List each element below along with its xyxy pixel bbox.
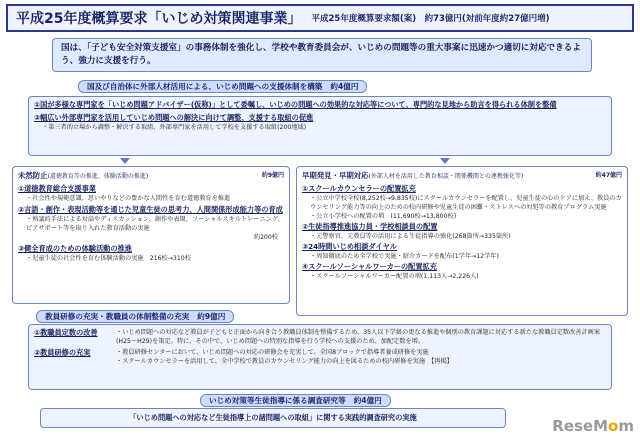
section-title-prevention xyxy=(18,170,284,181)
section-label-text: 教員研修の充実・教職員の体制整備の充実 xyxy=(45,312,190,321)
early-item-2: ②生徒指導推進協力員・学校相談員の配置 xyxy=(302,222,438,231)
early-item-4-detail: ・スクールソーシャルワーカー配置の増(1,113人→2,226人) xyxy=(310,273,479,280)
prevention-item-3-detail: ・児童生徒の社会性を育む体験活動の実施 216校→310校 xyxy=(26,255,191,262)
teacher-row-training xyxy=(34,348,606,366)
section-title-note: (外部人材を活用した教育相談・関係機関との連携強化等) xyxy=(368,173,524,180)
logo-accent: o xyxy=(608,417,619,435)
prevention-item-2-detail: ・熟議的手法による対話やディスカッション、創作や表現、ソーシャルスキルトレーニング、ピアサポート等を取り入れた教育活動の実施 xyxy=(26,216,284,232)
arrow-down-icon xyxy=(440,158,450,164)
research-text: 「いじめ問題への対応など生徒指導上の諸問題への取組」に関する実践的調査研究の実施 xyxy=(129,413,417,422)
early-item-1: ①スクールカウンセラーの配置拡充 xyxy=(302,184,416,193)
teacher-row-staffing xyxy=(34,328,606,346)
resemom-logo xyxy=(552,417,634,435)
section-box-teacher-training xyxy=(28,324,612,390)
teacher-row-text: ・スクールカウンセラーを活用して、全中学校で教員のカウンセリング能力の向上を図るための校内研修を実施 【再掲】 xyxy=(116,358,453,365)
section-box-prevention xyxy=(12,166,290,304)
section-box-research xyxy=(40,408,506,428)
section-title-early-response xyxy=(302,170,622,181)
prevention-item-2: ②言語・創作・表現活動等を通じた児童生徒の思考力、人間関係形成能力等の育成 xyxy=(18,205,283,214)
section-label-text: 国及び自治体に外部人材活用による、いじめ問題への支援体制を構築 xyxy=(87,82,323,91)
section-label-teacher-training xyxy=(36,310,234,323)
teacher-row-label: ②教員研修の充実 xyxy=(34,348,91,357)
early-item-1-detail-2: ・公立小学校への配置の増 (11,690校→13,800校) xyxy=(310,213,457,220)
header-banner xyxy=(6,4,634,32)
teacher-row-label: ①教職員定数の改善 xyxy=(34,328,98,337)
section-title-text: 未然防止 xyxy=(18,171,48,180)
teacher-row-text: ・いじめ問題への対応など教員が子どもと正面から向き合う教職員体制を整備するため、35人以下学級の更なる推進や個別の教育課題に対応する新たな教職員定数改善計画案(H25〜H29)を策定。特に、その中で、いじめ問題への特別な指導を行う学校への支援のため、加配定数を増。 xyxy=(116,329,601,345)
logo-text: ReseM xyxy=(552,417,609,435)
section-budget: 約4億円 xyxy=(330,82,359,91)
section-budget: 約47億円 xyxy=(595,172,622,179)
logo-text-tail: m xyxy=(618,417,634,435)
budget-amount: 平成25年度概算要求額(案) 約73億円(対前年度約27億円増) xyxy=(311,14,550,24)
support-item-2-detail: ・第三者的立場から調整・解決する取組、外部専門家を活用して学校を支援する取組(200地域) xyxy=(42,124,307,131)
early-item-3-detail: ・周知徹底のため全学校で実施・紹介カードを配布(1学年→12学年) xyxy=(310,253,499,260)
policy-statement: 国は、「子ども安全対策支援室」の事務体制を強化し、学校や教育委員会が、いじめの問題等の重大事案に迅速かつ適切に対応できるよう、強力に支援を行う。 xyxy=(52,38,592,72)
arrow-down-icon xyxy=(120,158,130,164)
early-item-4: ④スクールソーシャルワーカーの配置拡充 xyxy=(302,262,437,271)
prevention-item-1-detail: ・社会性や規範意識、思いやりなどの豊かな人間性を育む道徳教育を推進 xyxy=(26,195,231,202)
section-label-support-system xyxy=(78,80,367,93)
section-budget: 約9億円 xyxy=(261,172,284,179)
early-item-3: ③24時間いじめ相談ダイヤル xyxy=(302,242,397,251)
prevention-item-3: ③健全育成のための体験活動の推進 xyxy=(18,244,132,253)
page-title: 平成25年度概算要求「いじめ対策関連事業」 xyxy=(16,11,302,27)
teacher-row-text: ・教員研修センターにおいて、いじめ問題への対応の研修会を充実して、全国8ブロックで指導者養成研修を実施 xyxy=(116,349,429,356)
section-title-text: 早期発見・早期対応 xyxy=(302,171,369,180)
section-budget: 約4億円 xyxy=(353,396,382,405)
prevention-item-1: ①道徳教育総合支援事業 xyxy=(18,184,96,193)
early-item-1-detail: ・公立中学校全校(8,252校→9,835校)にスクールカウンセラーを配置し、児童生徒の心のケアに加え、教員のカウンセリング能力等の向上のための校内研修や児童生徒の困難・ストレスへの対処等の教育プログラム実施 xyxy=(310,195,622,211)
support-item-1: ①国が多様な専門家を「いじめ問題アドバイザー(仮称)」として委嘱し、いじめの問題への効果的な対応等について、専門的な見地から助言を得られる体制を整備 xyxy=(34,100,557,109)
section-label-research xyxy=(200,394,391,407)
section-box-early-response xyxy=(296,166,628,316)
section-box-support-system xyxy=(28,96,612,156)
section-label-text: いじめ対策等生徒指導に係る調査研究等 xyxy=(209,396,346,405)
support-item-2: ②幅広い外部専門家を活用していじめ問題への解決に向けて調整、支援する取組の促進 xyxy=(34,113,314,122)
section-budget: 約9億円 xyxy=(197,312,226,321)
prevention-item-2-count: 約200校 xyxy=(253,234,278,241)
early-item-2-detail: ・元警察官、元教員等の活用による生徒指導の強化(268箇所→335箇所) xyxy=(310,233,511,240)
section-title-note: (道徳教育等の推進、体験活動の推進) xyxy=(47,173,149,180)
